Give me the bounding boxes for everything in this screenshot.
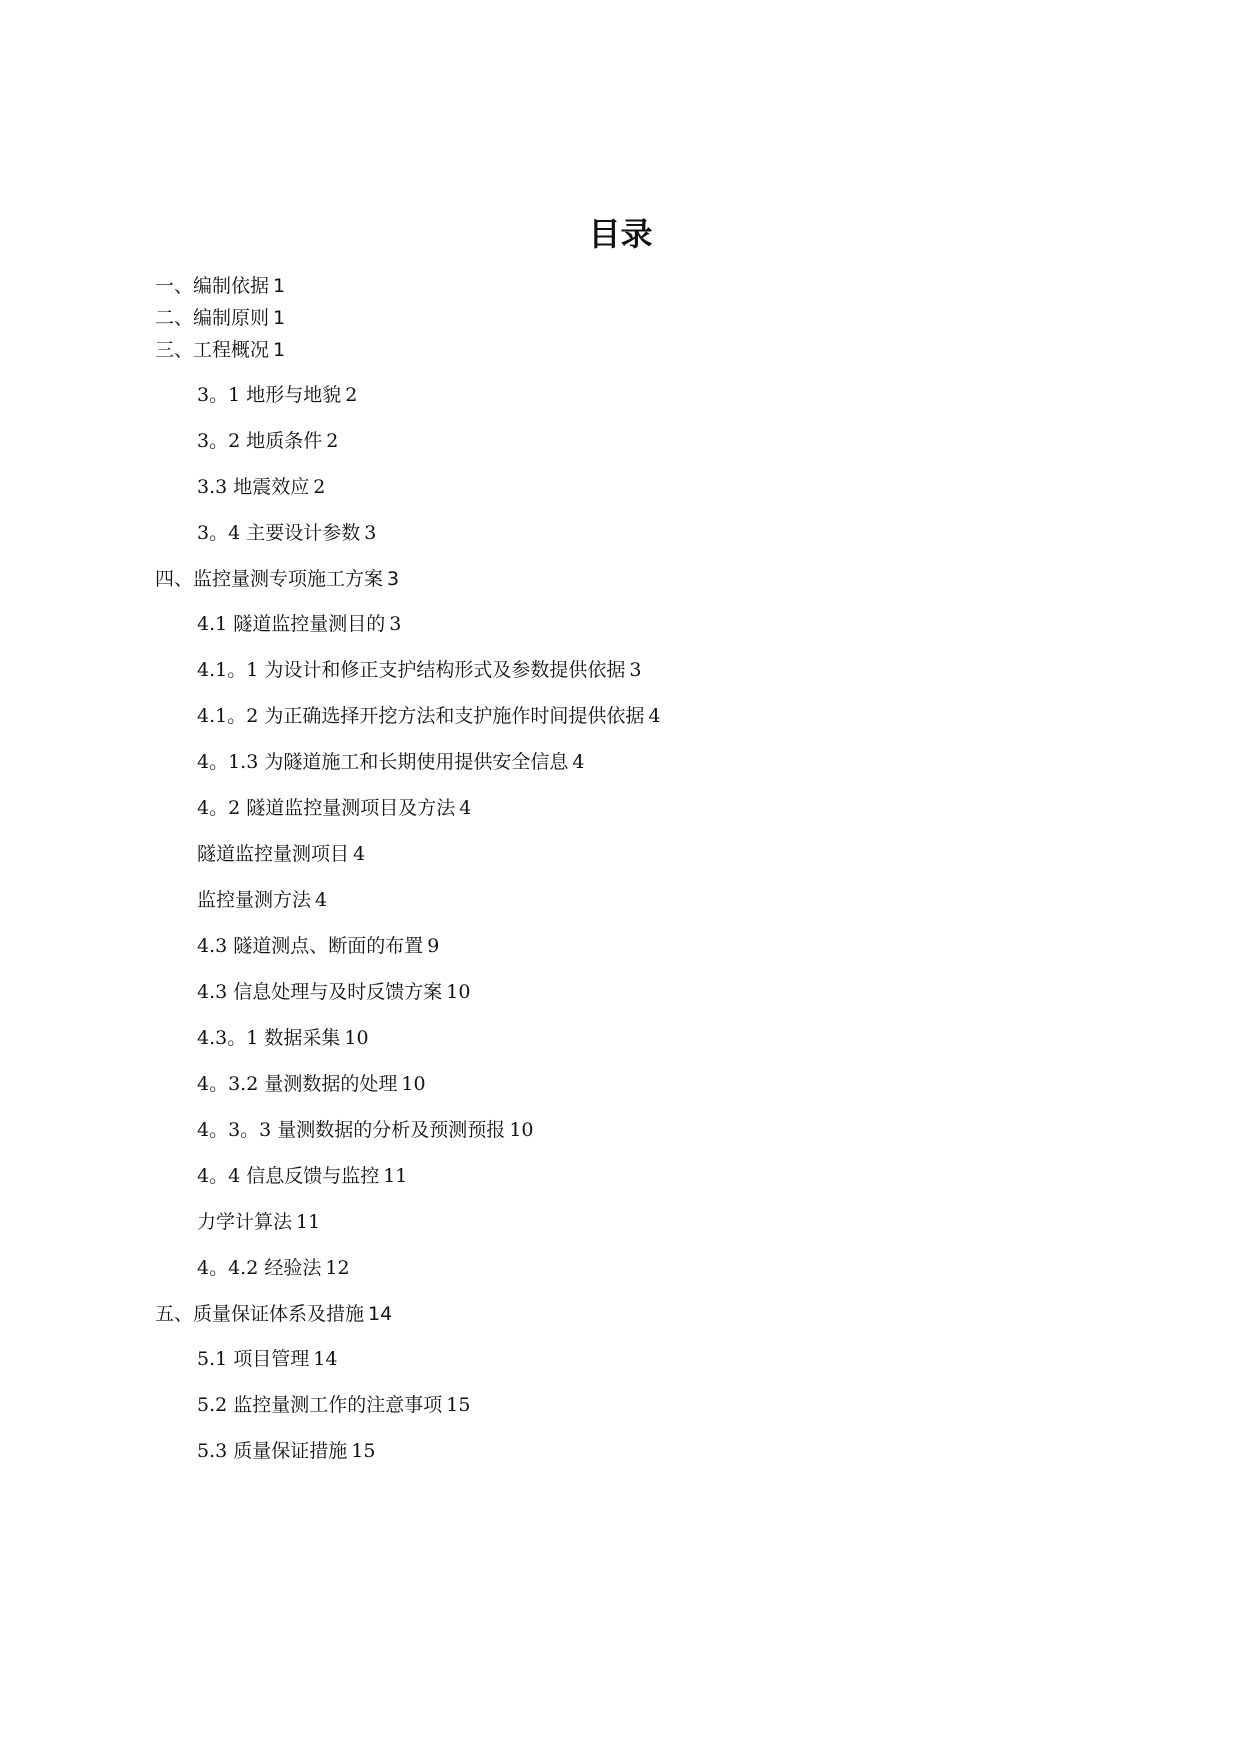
toc-page-number: 2: [345, 384, 358, 406]
toc-page-number: 4: [315, 889, 328, 911]
toc-section-entry[interactable]: [155, 700, 1155, 746]
toc-entry-text: 4。4.2 经验法: [197, 1257, 322, 1279]
toc-entry-text: 五、质量保证体系及措施: [155, 1303, 365, 1325]
toc-page-number: 3: [364, 522, 377, 544]
toc-section-entry[interactable]: [155, 1389, 1155, 1435]
toc-page-number: 3: [387, 568, 400, 590]
toc-entry-text: 4。3。3 量测数据的分析及预测预报: [197, 1119, 506, 1141]
toc-page-number: 10: [344, 1027, 369, 1049]
toc-section-entry[interactable]: [155, 608, 1155, 654]
toc-section-entry[interactable]: [155, 1068, 1155, 1114]
toc-entry-text: 4.3。1 数据采集: [197, 1027, 341, 1049]
toc-page-number: 15: [446, 1394, 471, 1416]
toc-section-entry[interactable]: [155, 1114, 1155, 1160]
toc-page-number: 10: [446, 981, 471, 1003]
toc-list: [155, 270, 1155, 1469]
toc-entry-text: 三、工程概况: [155, 339, 270, 361]
toc-entry-text: 监控量测方法: [197, 889, 312, 911]
toc-page-number: 4: [572, 751, 585, 773]
toc-section-entry[interactable]: [155, 1343, 1155, 1389]
toc-entry-text: 3.3 地震效应: [197, 476, 310, 498]
toc-section-entry[interactable]: [155, 746, 1155, 792]
toc-entry-text: 一、编制依据: [155, 275, 270, 297]
toc-section-entry[interactable]: [155, 1252, 1155, 1298]
toc-page-number: 4: [459, 797, 472, 819]
toc-page-number: 11: [296, 1211, 321, 1233]
toc-page-number: 11: [383, 1165, 408, 1187]
toc-page-number: 4: [648, 705, 661, 727]
toc-entry-text: 4.1。2 为正确选择开挖方法和支护施作时间提供依据: [197, 705, 645, 727]
toc-section-entry[interactable]: [155, 654, 1155, 700]
toc-section-entry[interactable]: [155, 517, 1155, 563]
toc-entry-text: 4。2 隧道监控量测项目及方法: [197, 797, 456, 819]
toc-page-number: 14: [368, 1303, 393, 1325]
toc-chapter-entry[interactable]: [155, 270, 1155, 302]
toc-section-entry[interactable]: [155, 976, 1155, 1022]
toc-section-entry[interactable]: [155, 1435, 1155, 1469]
toc-chapter-entry[interactable]: [155, 302, 1155, 334]
toc-entry-text: 3。4 主要设计参数: [197, 522, 361, 544]
toc-entry-text: 四、监控量测专项施工方案: [155, 568, 384, 590]
toc-chapter-entry[interactable]: [155, 334, 1155, 366]
toc-page-number: 1: [273, 339, 286, 361]
toc-section-entry[interactable]: [155, 1160, 1155, 1206]
toc-section-entry[interactable]: [155, 930, 1155, 976]
toc-entry-text: 4。1.3 为隧道施工和长期使用提供安全信息: [197, 751, 569, 773]
toc-section-entry[interactable]: [155, 792, 1155, 838]
toc-entry-text: 4.1 隧道监控量测目的: [197, 613, 386, 635]
toc-page-number: 10: [401, 1073, 426, 1095]
toc-entry-text: 4.3 信息处理与及时反馈方案: [197, 981, 443, 1003]
toc-entry-text: 5.3 质量保证措施: [197, 1440, 348, 1462]
toc-page-number: 4: [353, 843, 366, 865]
toc-entry-text: 二、编制原则: [155, 307, 270, 329]
toc-page-number: 1: [273, 307, 286, 329]
toc-page-number: 2: [313, 476, 326, 498]
toc-entry-text: 4.1。1 为设计和修正支护结构形式及参数提供依据: [197, 659, 626, 681]
toc-section-entry[interactable]: [155, 838, 1155, 884]
toc-page-number: 3: [389, 613, 402, 635]
toc-section-entry[interactable]: [155, 379, 1155, 425]
toc-entry-text: 4。4 信息反馈与监控: [197, 1165, 380, 1187]
toc-entry-text: 4。3.2 量测数据的处理: [197, 1073, 398, 1095]
toc-entry-text: 3。2 地质条件: [197, 430, 323, 452]
toc-page-number: 3: [629, 659, 642, 681]
toc-section-entry[interactable]: [155, 425, 1155, 471]
toc-page-number: 9: [427, 935, 440, 957]
toc-entry-text: 力学计算法: [197, 1211, 293, 1233]
toc-page-number: 14: [313, 1348, 338, 1370]
toc-chapter-entry[interactable]: [155, 563, 1155, 595]
toc-section-entry[interactable]: [155, 1022, 1155, 1068]
toc-title: 目录: [588, 215, 653, 253]
toc-section-entry[interactable]: [155, 884, 1155, 930]
toc-page-number: 15: [351, 1440, 376, 1462]
toc-page-number: 10: [509, 1119, 534, 1141]
toc-entry-text: 3。1 地形与地貌: [197, 384, 342, 406]
toc-entry-text: 4.3 隧道测点、断面的布置: [197, 935, 424, 957]
toc-entry-text: 5.2 监控量测工作的注意事项: [197, 1394, 443, 1416]
toc-section-entry[interactable]: [155, 471, 1155, 517]
toc-entry-text: 5.1 项目管理: [197, 1348, 310, 1370]
toc-page-number: 12: [325, 1257, 350, 1279]
toc-entry-text: 隧道监控量测项目: [197, 843, 350, 865]
toc-section-entry[interactable]: [155, 1206, 1155, 1252]
toc-chapter-entry[interactable]: [155, 1298, 1155, 1330]
toc-page-number: 2: [326, 430, 339, 452]
toc-page-number: 1: [273, 275, 286, 297]
